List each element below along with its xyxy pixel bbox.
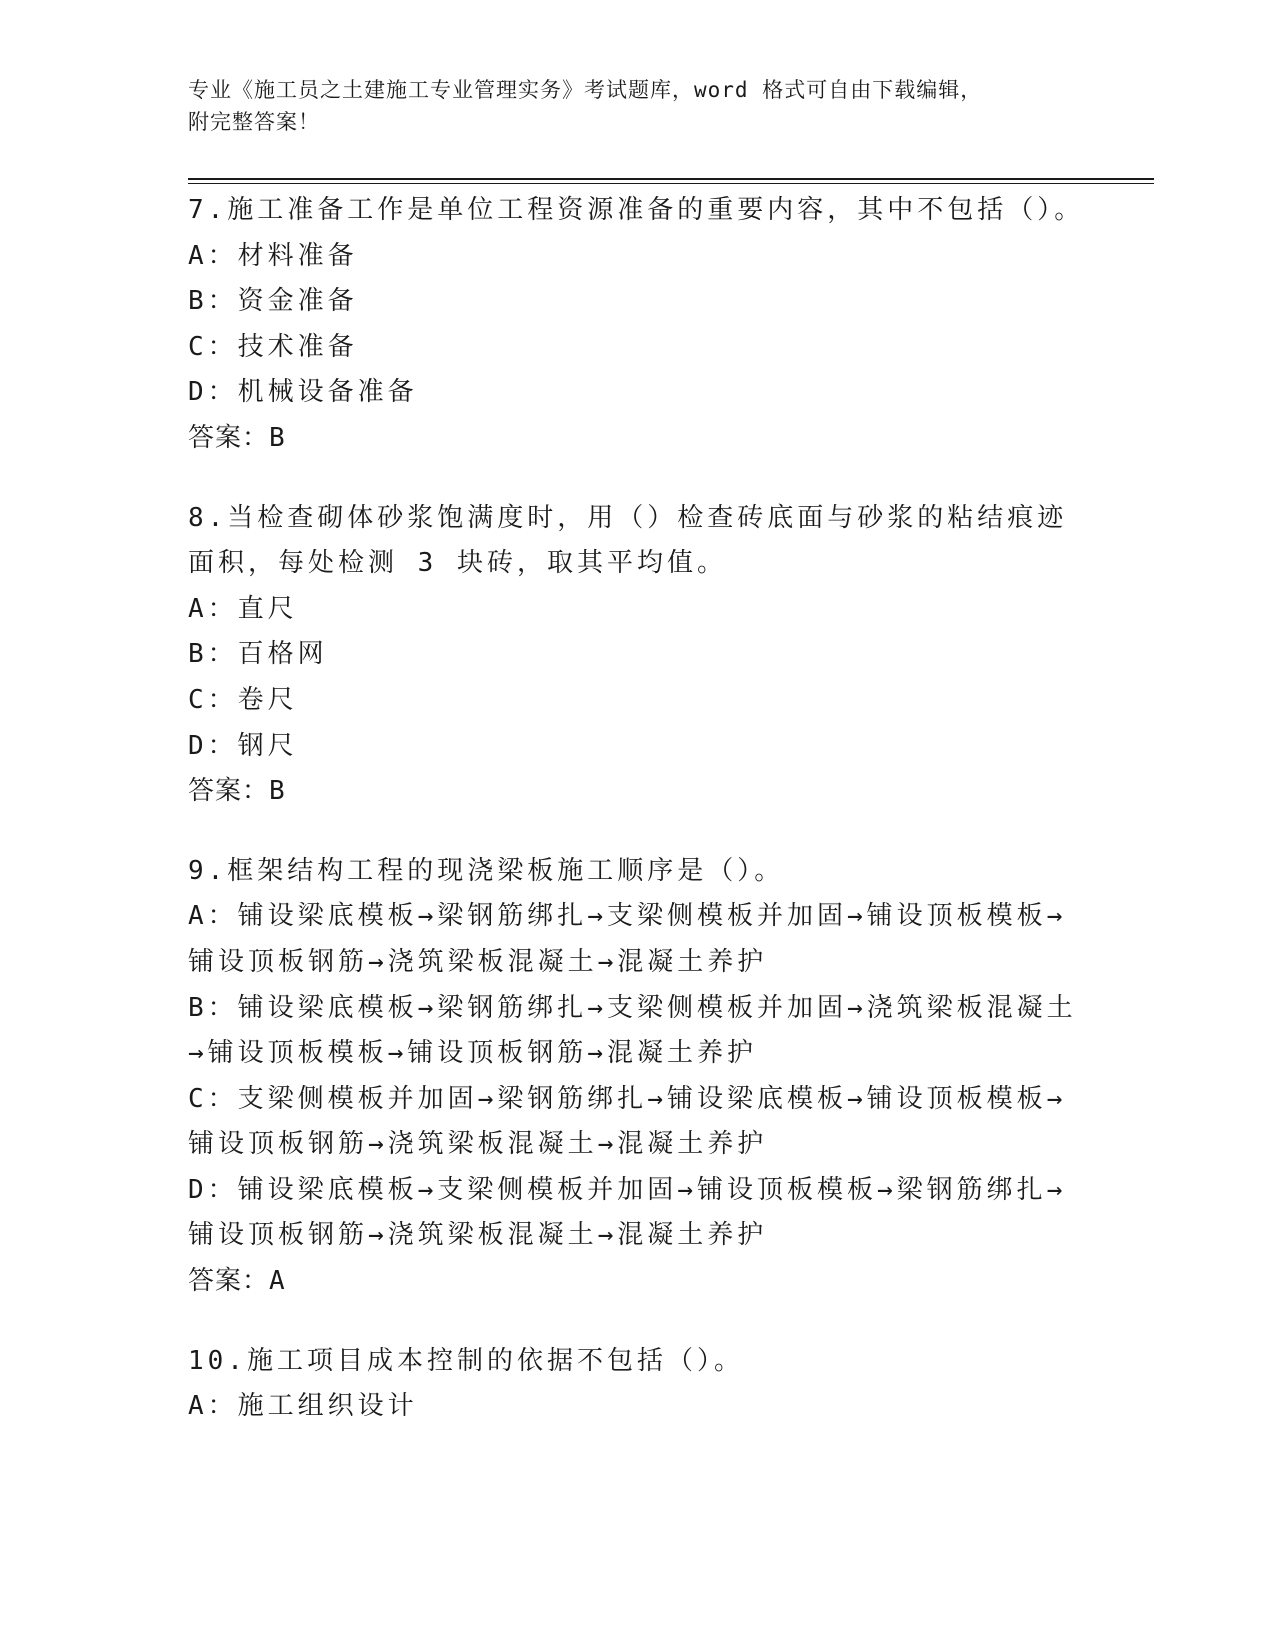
option-d: D：钢尺 xyxy=(188,730,298,761)
option-a: A：直尺 xyxy=(188,593,298,624)
option-d: D：机械设备准备 xyxy=(188,377,418,408)
header-divider-thick xyxy=(188,178,1154,180)
answer-label: 答案： xyxy=(188,776,270,807)
answer-label: 答案： xyxy=(188,1266,270,1297)
document-header xyxy=(188,74,1088,138)
question-9 xyxy=(188,849,1088,1305)
question-text: 7.施工准备工作是单位工程资源准备的重要内容，其中不包括（）。 xyxy=(188,195,1085,225)
option-a: A：材料准备 xyxy=(188,240,358,271)
header-line-1: 专业《施工员之土建施工专业管理实务》考试题库，word 格式可自由下载编辑， xyxy=(188,78,983,102)
answer xyxy=(188,416,1088,462)
question-8 xyxy=(188,496,1088,815)
question-text: 8.当检查砌体砂浆饱满度时，用（）检查砖底面与砂浆的粘结痕迹面积，每处检测 3 块砖，取其平均值。 xyxy=(188,502,1068,579)
option-d: D：铺设梁底模板→支梁侧模板并加固→铺设顶板模板→梁钢筋绑扎→铺设顶板钢筋→浇筑梁板混凝土→混凝土养护 xyxy=(188,1174,1067,1251)
answer-value: A xyxy=(269,1266,286,1297)
answer xyxy=(188,1259,1088,1305)
option-a: A：铺设梁底模板→梁钢筋绑扎→支梁侧模板并加固→铺设顶板模板→铺设顶板钢筋→浇筑梁板混凝土→混凝土养护 xyxy=(188,901,1067,977)
question-list xyxy=(188,188,1088,1464)
question-10 xyxy=(188,1339,1088,1430)
answer-value: B xyxy=(269,776,286,807)
option-b: B：铺设梁底模板→梁钢筋绑扎→支梁侧模板并加固→浇筑梁板混凝土→铺设顶板模板→铺设顶板钢筋→混凝土养护 xyxy=(188,992,1077,1069)
option-c: C：支梁侧模板并加固→梁钢筋绑扎→铺设梁底模板→铺设顶板模板→铺设顶板钢筋→浇筑梁板混凝土→混凝土养护 xyxy=(188,1083,1067,1160)
option-c: C：卷尺 xyxy=(188,684,298,715)
answer-label: 答案： xyxy=(188,422,270,453)
answer-value: B xyxy=(269,422,286,453)
question-7 xyxy=(188,188,1088,462)
option-b: B：百格网 xyxy=(188,639,328,670)
option-b: B：资金准备 xyxy=(188,286,358,317)
header-divider-thin xyxy=(188,183,1154,184)
answer xyxy=(188,769,1088,815)
question-text: 10.施工项目成本控制的依据不包括（）。 xyxy=(188,1345,744,1376)
option-c: C：技术准备 xyxy=(188,331,358,362)
question-text: 9.框架结构工程的现浇梁板施工顺序是（）。 xyxy=(188,855,785,886)
header-line-2: 附完整答案！ xyxy=(188,110,320,134)
option-a: A：施工组织设计 xyxy=(188,1391,418,1422)
